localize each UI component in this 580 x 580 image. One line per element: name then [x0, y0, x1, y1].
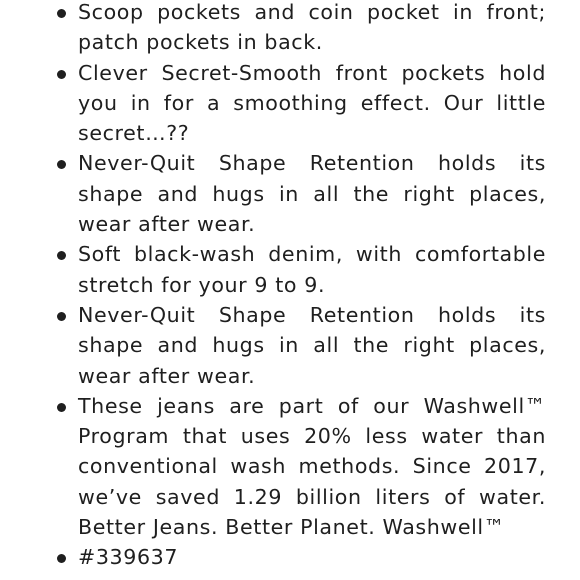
- feature-text: Never-Quit Shape Retention holds its shape and hugs in all the right places, wear after wear.: [78, 151, 546, 237]
- feature-text: #339637: [78, 545, 179, 570]
- feature-item-washwell: [54, 391, 546, 542]
- feature-item-secret-smooth: [54, 58, 546, 149]
- bullet-icon: [57, 554, 66, 563]
- product-feature-list: [54, 0, 546, 573]
- bullet-icon: [57, 251, 66, 260]
- feature-item-denim: [54, 239, 546, 300]
- feature-text: These jeans are part of our Washwell™ Program that uses 20% less water than conventional wash methods. Since 2017, we’ve saved 1.29 billion liters of water. Better Jeans. Better Planet. Washwell™: [78, 393, 546, 540]
- feature-item-shape-retention-repeat: [54, 300, 546, 391]
- feature-item-style-number: [54, 542, 546, 572]
- bullet-icon: [57, 160, 66, 169]
- bullet-icon: [57, 403, 66, 412]
- feature-item-shape-retention: [54, 148, 546, 239]
- feature-text: Soft black-wash denim, with comfortable stretch for your 9 to 9.: [78, 242, 546, 297]
- bullet-icon: [57, 312, 66, 321]
- feature-text: Clever Secret-Smooth front pockets hold you in for a smoothing effect. Our little secret…??: [78, 60, 546, 146]
- bullet-icon: [57, 9, 66, 18]
- feature-text: Scoop pockets and coin pocket in front; patch pockets in back.: [78, 0, 546, 55]
- feature-item-pockets: [54, 0, 546, 58]
- feature-text: Never-Quit Shape Retention holds its shape and hugs in all the right places, wear after wear.: [78, 302, 546, 388]
- bullet-icon: [57, 70, 66, 79]
